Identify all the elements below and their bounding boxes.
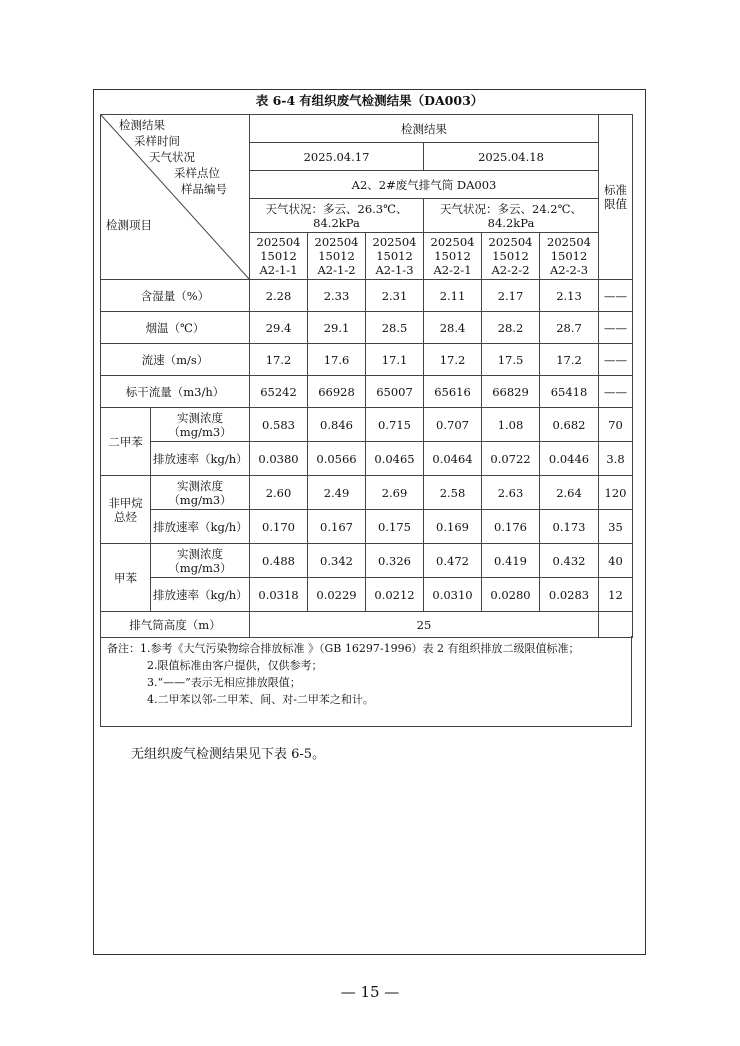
value-cell: 0.682	[540, 408, 599, 442]
sample-id-line: A2-2-3	[549, 263, 589, 277]
date-2: 2025.04.18	[424, 143, 599, 171]
sample-id-line: 202504	[430, 235, 475, 249]
value-cell: 2.13	[540, 280, 599, 312]
row-label: 流速（m/s）	[101, 344, 250, 376]
table-row	[101, 510, 633, 544]
std-cell	[599, 612, 633, 638]
page-number: — 15 —	[340, 983, 400, 1001]
sampling-site: A2、2#废气排气筒 DA003	[250, 171, 599, 199]
diag-label-time: 采样时间	[134, 134, 180, 148]
diag-label-item: 检测项目	[106, 218, 152, 232]
value-cell: 17.1	[366, 344, 424, 376]
value-cell: 0.0566	[308, 442, 366, 476]
sample-id-line: 202504	[547, 235, 591, 249]
value-cell: 0.0464	[424, 442, 482, 476]
stack-height-value: 25	[250, 612, 599, 638]
table-row	[101, 344, 633, 376]
value-cell: 0.176	[482, 510, 540, 544]
value-cell: 0.0310	[424, 578, 482, 612]
value-cell: 17.6	[308, 344, 366, 376]
table-row	[101, 376, 633, 408]
value-cell: 2.49	[308, 476, 366, 510]
value-cell: 0.0446	[540, 442, 599, 476]
std-cell: 12	[599, 578, 633, 612]
group-label: 甲苯	[101, 544, 151, 612]
value-cell: 1.08	[482, 408, 540, 442]
results-table	[100, 114, 633, 638]
std-cell: ——	[599, 376, 633, 408]
value-cell: 0.846	[308, 408, 366, 442]
sample-id-line: A2-1-1	[259, 263, 298, 277]
table-title	[93, 91, 646, 113]
value-cell: 28.7	[540, 312, 599, 344]
header-diagonal-cell	[101, 115, 250, 280]
value-cell: 65007	[366, 376, 424, 408]
weather-1: 天气状况：多云、26.3℃、84.2kPa	[250, 199, 424, 233]
diag-label-site: 采样点位	[174, 166, 220, 180]
result-header: 检测结果	[250, 115, 599, 143]
diag-label-weather: 天气状况	[149, 150, 195, 164]
value-cell: 2.69	[366, 476, 424, 510]
sample-id-line: 15012	[434, 249, 471, 263]
std-cell: 120	[599, 476, 633, 510]
row-label: 标干流量（m3/h）	[101, 376, 250, 408]
std-cell: ——	[599, 344, 633, 376]
remarks-box	[100, 636, 632, 727]
value-cell: 66928	[308, 376, 366, 408]
value-cell: 65242	[250, 376, 308, 408]
param-label: 排放速率（kg/h）	[151, 442, 250, 476]
value-cell: 2.17	[482, 280, 540, 312]
sample-id-line: 202504	[488, 235, 533, 249]
sample-id-line: 202504	[314, 235, 359, 249]
value-cell: 0.488	[250, 544, 308, 578]
value-cell: 0.170	[250, 510, 308, 544]
value-cell: 28.4	[424, 312, 482, 344]
std-cell: 35	[599, 510, 633, 544]
param-label: 实测浓度（mg/m3）	[151, 544, 250, 578]
value-cell: 65418	[540, 376, 599, 408]
param-label: 排放速率（kg/h）	[151, 578, 250, 612]
remark-2: 2.限值标准由客户提供，仅供参考；	[147, 659, 323, 672]
sample-id-cell	[482, 233, 540, 280]
table-row	[101, 442, 633, 476]
param-label: 排放速率（kg/h）	[151, 510, 250, 544]
value-cell: 0.715	[366, 408, 424, 442]
value-cell: 0.707	[424, 408, 482, 442]
date-1: 2025.04.17	[250, 143, 424, 171]
group-label: 非甲烷总烃	[101, 476, 151, 544]
diag-label-sample: 样品编号	[181, 182, 227, 196]
table-row	[101, 476, 633, 510]
sample-id-line: A2-1-2	[317, 263, 356, 277]
table-row	[101, 312, 633, 344]
row-label: 烟温（℃）	[101, 312, 250, 344]
value-cell: 0.173	[540, 510, 599, 544]
value-cell: 28.2	[482, 312, 540, 344]
value-cell: 2.63	[482, 476, 540, 510]
row-label: 含湿量（%）	[101, 280, 250, 312]
sample-id-line: 15012	[260, 249, 297, 263]
param-label: 实测浓度（mg/m3）	[151, 476, 250, 510]
stack-height-label: 排气筒高度（m）	[101, 612, 250, 638]
value-cell: 28.5	[366, 312, 424, 344]
sample-id-cell	[250, 233, 308, 280]
value-cell: 0.0212	[366, 578, 424, 612]
std-cell: 40	[599, 544, 633, 578]
value-cell: 0.0280	[482, 578, 540, 612]
value-cell: 17.2	[540, 344, 599, 376]
value-cell: 0.472	[424, 544, 482, 578]
following-text: 无组织废气检测结果见下表 6-5。	[131, 747, 326, 762]
value-cell: 0.0283	[540, 578, 599, 612]
sample-id-line: 15012	[318, 249, 355, 263]
value-cell: 2.28	[250, 280, 308, 312]
value-cell: 66829	[482, 376, 540, 408]
value-cell: 2.60	[250, 476, 308, 510]
sample-id-line: 15012	[492, 249, 529, 263]
value-cell: 0.326	[366, 544, 424, 578]
value-cell: 0.432	[540, 544, 599, 578]
remark-3: 3.“——”表示无相应排放限值；	[147, 676, 301, 689]
value-cell: 2.58	[424, 476, 482, 510]
remark-1: 备注：1.参考《大气污染物综合排放标准 》（GB 16297-1996）表 2 有组织排放二级限值标准；	[107, 642, 580, 655]
value-cell: 0.0380	[250, 442, 308, 476]
value-cell: 0.583	[250, 408, 308, 442]
sample-id-cell	[366, 233, 424, 280]
remark-4: 4.二甲苯以邻-二甲苯、间、对-二甲苯之和计。	[147, 693, 374, 706]
weather-2: 天气状况：多云、24.2℃、84.2kPa	[424, 199, 599, 233]
sample-id-cell	[424, 233, 482, 280]
value-cell: 0.175	[366, 510, 424, 544]
value-cell: 2.31	[366, 280, 424, 312]
table-caption: 有组织废气检测结果（DA003）	[299, 93, 484, 108]
sample-id-cell	[540, 233, 599, 280]
table-row	[101, 578, 633, 612]
value-cell: 0.0229	[308, 578, 366, 612]
value-cell: 2.33	[308, 280, 366, 312]
value-cell: 0.167	[308, 510, 366, 544]
sample-id-line: A2-2-2	[491, 263, 530, 277]
value-cell: 17.5	[482, 344, 540, 376]
sample-id-line: 15012	[376, 249, 413, 263]
value-cell: 2.11	[424, 280, 482, 312]
table-row	[101, 612, 633, 638]
table-number: 表 6-4	[255, 93, 296, 108]
value-cell: 29.1	[308, 312, 366, 344]
value-cell: 17.2	[424, 344, 482, 376]
std-cell: 70	[599, 408, 633, 442]
group-label: 二甲苯	[101, 408, 151, 476]
table-row	[101, 408, 633, 442]
std-cell: ——	[599, 312, 633, 344]
table-row	[101, 280, 633, 312]
sample-id-line: 202504	[256, 235, 301, 249]
value-cell: 0.419	[482, 544, 540, 578]
sample-id-line: A2-1-3	[375, 263, 414, 277]
std-cell: ——	[599, 280, 633, 312]
value-cell: 17.2	[250, 344, 308, 376]
sample-id-line: A2-2-1	[433, 263, 472, 277]
sample-id-line: 15012	[550, 249, 588, 263]
sample-id-cell	[308, 233, 366, 280]
value-cell: 65616	[424, 376, 482, 408]
value-cell: 0.0722	[482, 442, 540, 476]
value-cell: 0.0318	[250, 578, 308, 612]
value-cell: 0.0465	[366, 442, 424, 476]
value-cell: 29.4	[250, 312, 308, 344]
value-cell: 0.169	[424, 510, 482, 544]
param-label: 实测浓度（mg/m3）	[151, 408, 250, 442]
std-header: 标准限值	[599, 115, 633, 280]
table-row	[101, 544, 633, 578]
value-cell: 0.342	[308, 544, 366, 578]
std-cell: 3.8	[599, 442, 633, 476]
sample-id-line: 202504	[372, 235, 417, 249]
diag-label-result: 检测结果	[119, 118, 165, 132]
value-cell: 2.64	[540, 476, 599, 510]
